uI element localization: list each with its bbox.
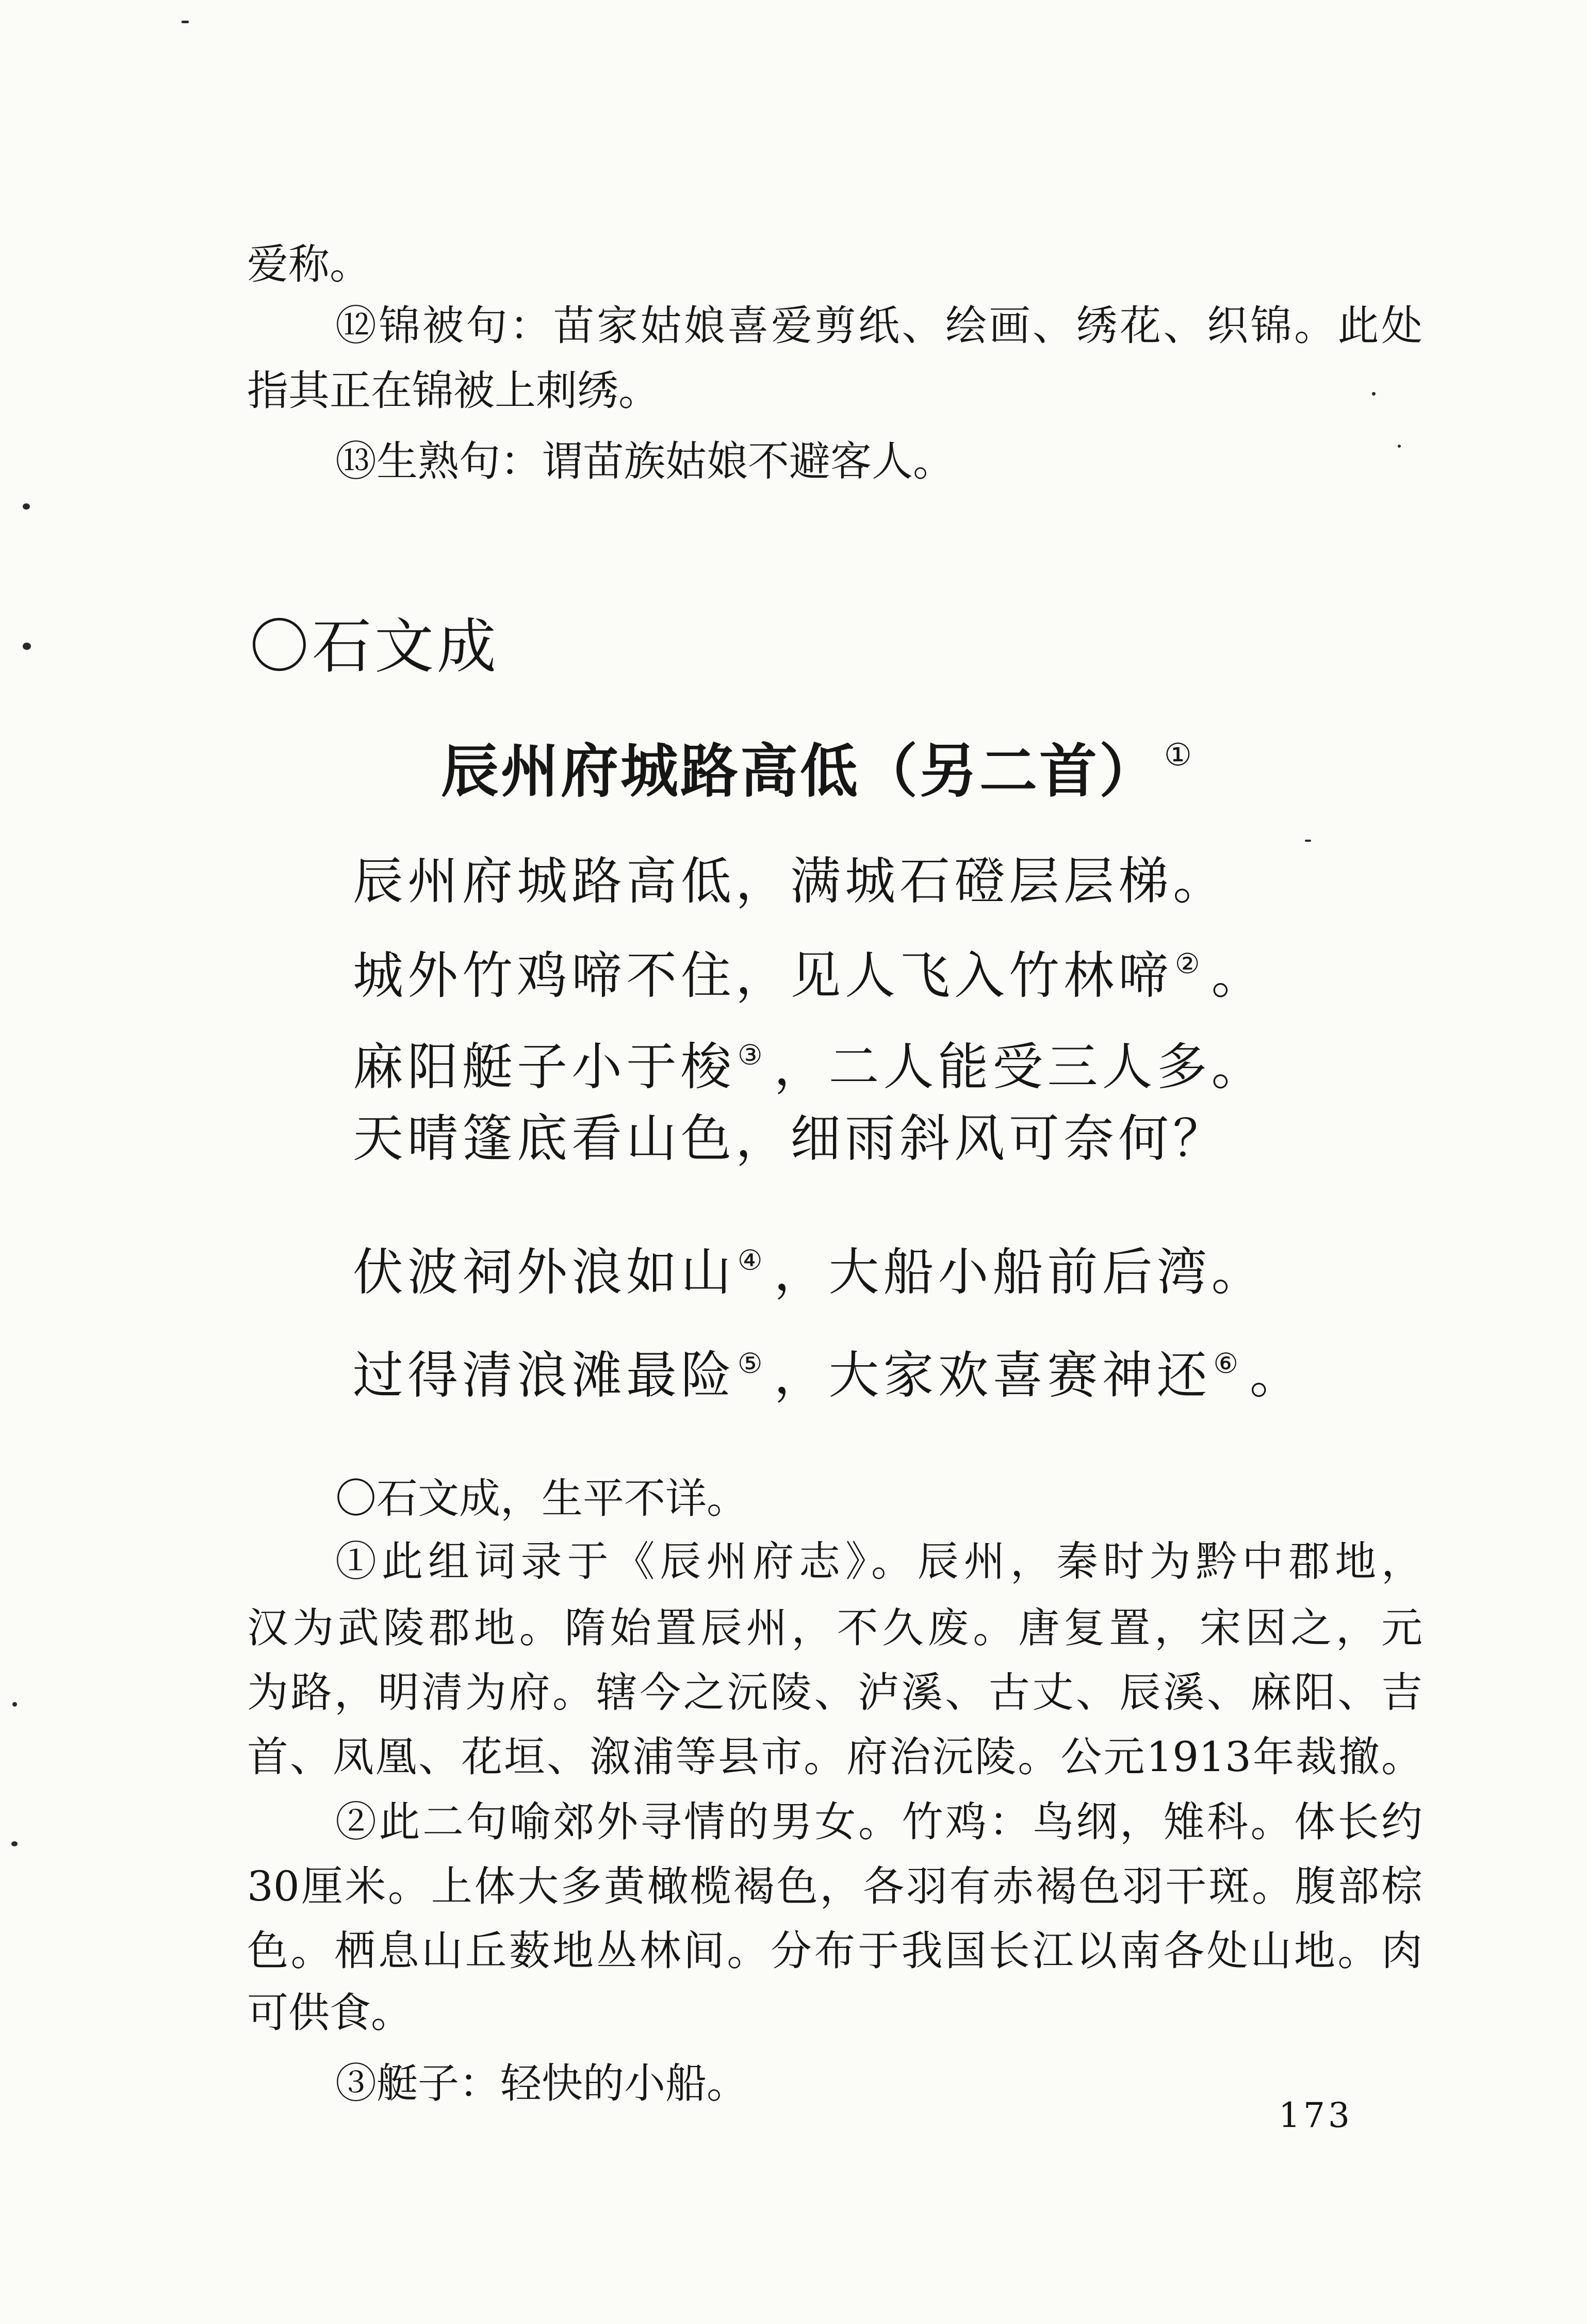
note-2-line-2: 30厘米。上体大多黄橄榄褐色，各羽有赤褐色羽干斑。腹部棕 [247, 1862, 1422, 1910]
poem-line-text: ，大船小船前后湾。 [774, 1243, 1266, 1302]
scan-speck [23, 643, 31, 650]
poem-line-text: 。 [1211, 946, 1266, 1005]
poem-line [353, 1022, 1266, 1101]
poem-line-text: 麻阳艇子小于梭 [353, 1038, 736, 1096]
page-number: 173 [1279, 2096, 1353, 2135]
poem-title [441, 719, 1192, 808]
scan-speck [1398, 445, 1401, 448]
poem-note-mark: ② [1175, 947, 1200, 980]
note-13-line-1: ⑬生熟句：谓苗族姑娘不避客人。 [335, 437, 954, 485]
poem-note-mark: ⑥ [1213, 1347, 1238, 1380]
note-2-line-1: ②此二句喻郊外寻情的男女。竹鸡：鸟纲，雉科。体长约 [335, 1798, 1422, 1846]
poem-line-text: 伏波祠外浪如山 [353, 1243, 736, 1302]
note-12-line-1: ⑫锦被句：苗家姑娘喜爱剪纸、绘画、绣花、织锦。此处 [335, 302, 1422, 350]
poem-line-text: 天晴篷底看山色，细雨斜风可奈何？ [353, 1109, 1228, 1168]
poem-line-text: 过得清浪滩最险 [353, 1346, 736, 1405]
poem-line-text: 。 [1249, 1346, 1304, 1405]
poem-line [353, 1105, 1228, 1172]
poem-title-text: 辰州府城路高低（另二首） [441, 738, 1159, 805]
poem-note-mark: ⑤ [738, 1347, 763, 1380]
note-12-line-2: 指其正在锦被上刺绣。 [247, 367, 660, 415]
note-1-line-1: ①此组词录于《辰州府志》。辰州，秦时为黔中郡地， [335, 1537, 1422, 1585]
note-3-line-1: ③艇子：轻快的小船。 [335, 2059, 748, 2107]
note-author-line-1: 〇石文成，生平不详。 [335, 1475, 748, 1523]
note-2-line-4: 可供食。 [247, 1989, 412, 2037]
poem-line-text: 城外竹鸡啼不住，见人飞入竹林啼 [353, 946, 1173, 1005]
poem-line [353, 848, 1228, 915]
poem-note-mark: ④ [738, 1244, 763, 1276]
poem-line-text: ，二人能受三人多。 [774, 1038, 1266, 1096]
poem-title-note-mark: ① [1164, 737, 1192, 773]
note-2-line-3: 色。栖息山丘薮地丛林间。分布于我国长江以南各处山地。肉 [247, 1927, 1422, 1975]
scan-speck [1372, 392, 1376, 396]
scan-speck [182, 21, 189, 23]
carryover-line: 爱称。 [247, 240, 371, 288]
poem-line [353, 1227, 1266, 1306]
note-1-line-2: 汉为武陵郡地。隋始置辰州，不久废。唐复置，宋因之，元 [247, 1604, 1422, 1652]
poem-line-text: ，大家欢喜赛神还 [774, 1346, 1212, 1405]
scan-speck [1305, 840, 1311, 842]
poem-line-text: 辰州府城路高低，满城石磴层层梯。 [353, 852, 1228, 911]
author-heading: 〇石文成 [250, 612, 500, 681]
scan-speck [12, 1702, 17, 1707]
poem-line [353, 1330, 1304, 1409]
poem-note-mark: ③ [738, 1039, 763, 1071]
poem-line [353, 930, 1266, 1009]
scan-speck [11, 1841, 18, 1846]
note-1-line-3: 为路，明清为府。辖今之沅陵、泸溪、古丈、辰溪、麻阳、吉 [247, 1668, 1422, 1716]
note-1-line-4: 首、凤凰、花垣、溆浦等县市。府治沅陵。公元1913年裁撤。 [247, 1733, 1422, 1781]
scan-speck [23, 503, 30, 510]
